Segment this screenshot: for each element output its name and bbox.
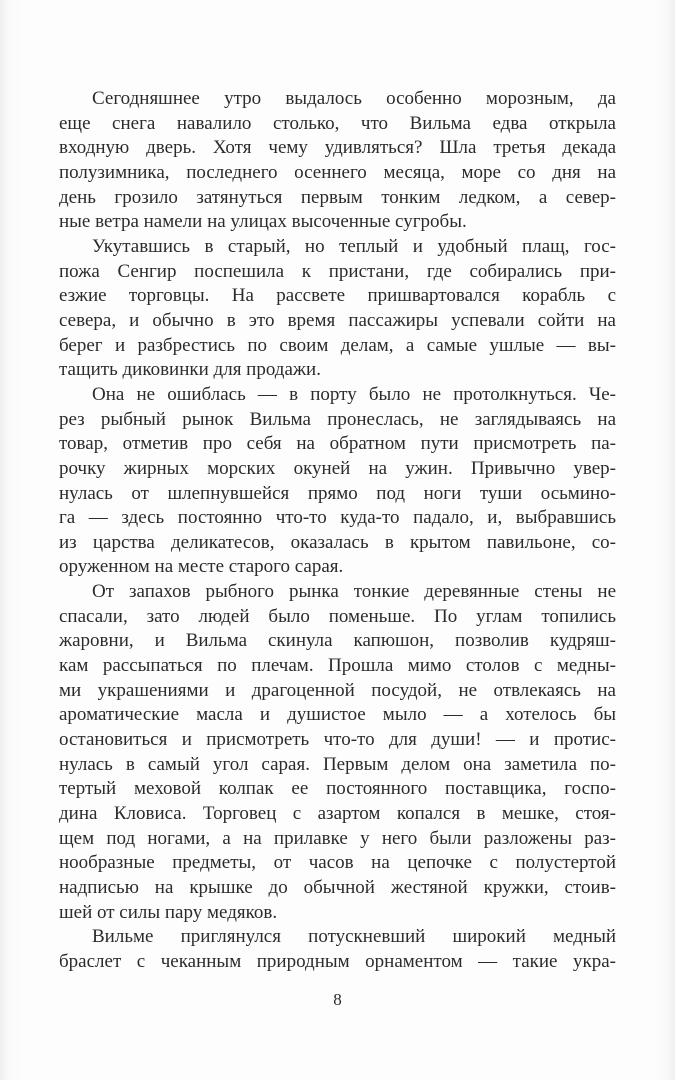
page-text [59, 87, 616, 975]
paragraph [59, 383, 616, 580]
text-line: ароматические масла и душистое мыло — а хотелось бы [59, 704, 616, 726]
text-line: тертый меховой колпак ее постоянного поставщика, госпо- [59, 778, 616, 800]
text-line: нулась от шлепнувшейся прямо под ноги туши осьмино- [59, 482, 616, 504]
text-line: тащить диковинки для продажи. [59, 359, 321, 381]
text-line: Она не ошиблась — в порту было не протолкнуться. Че- [92, 383, 616, 405]
text-line: оруженном на месте старого сарая. [59, 556, 344, 578]
paragraph [59, 580, 616, 925]
text-line: рез рыбный рынок Вильма пронеслась, не заглядываясь на [59, 408, 616, 430]
text-line: товар, отметив про себя на обратном пути присмотреть па- [59, 433, 616, 455]
text-line: ми украшениями и драгоценной посудой, не отвлекаясь на [59, 679, 616, 701]
text-line: кам рассыпаться по плечам. Прошла мимо столов с медны- [59, 655, 616, 677]
text-line: шей от силы пару медяков. [59, 901, 278, 923]
text-line: берег и разбрестись по своим делам, а самые ушлые — вы- [59, 334, 616, 356]
text-line: спасали, зато людей было поменьше. По углам топились [59, 605, 616, 627]
paragraph [59, 235, 616, 383]
text-line: га — здесь постоянно что-то куда-то падало, и, выбравшись [59, 507, 616, 529]
page-number: 8 [333, 990, 342, 1009]
text-line: входную дверь. Хотя чему удивляться? Шла третья декада [59, 137, 616, 159]
text-line: ные ветра намели на улицах высоченные сугробы. [59, 211, 467, 233]
text-line: полузимника, последнего осеннего месяца, море со дня на [59, 161, 616, 183]
text-line: севера, и обычно в это время пассажиры успевали сойти на [59, 309, 616, 331]
text-line: нулась в самый угол сарая. Первым делом она заметила по- [59, 753, 616, 775]
text-line: езжие торговцы. На рассвете пришвартовался корабль с [59, 285, 616, 307]
text-line: Вильме приглянулся потускневший широкий медный [92, 926, 616, 948]
text-line: из царства деликатесов, оказалась в крытом павильоне, со- [59, 531, 616, 553]
text-line: жаровни, и Вильма скинула капюшон, позволив кудряш- [59, 630, 616, 652]
text-line: остановиться и присмотреть что-то для души! — и протис- [59, 729, 616, 751]
paragraph [59, 87, 616, 235]
text-line: еще снега навалило столько, что Вильма едва открыла [59, 112, 616, 134]
text-line: щем под ногами, а на прилавке у него были разложены раз- [59, 827, 616, 849]
text-line: нообразные предметы, от часов на цепочке с полустертой [59, 852, 616, 874]
paragraph [59, 925, 616, 974]
text-line: От запахов рыбного рынка тонкие деревянные стены не [92, 581, 616, 603]
text-line: браслет с чеканным природным орнаментом — такие укра- [59, 950, 616, 972]
text-line: Сегодняшнее утро выдалось особенно морозным, да [92, 88, 616, 109]
text-line: пожа Сенгир поспешила к пристани, где собирались при- [59, 260, 616, 282]
text-line: день грозило затянуться первым тонким ледком, а север- [59, 186, 616, 208]
text-line: Укутавшись в старый, но теплый и удобный плащ, гос- [92, 235, 616, 257]
text-line: рочку жирных морских окуней на ужин. Привычно увер- [59, 457, 616, 479]
text-line: надписью на крышке до обычной жестяной кружки, стоив- [59, 877, 616, 898]
text-line: дина Кловиса. Торговец с азартом копался в мешке, стоя- [59, 803, 616, 825]
